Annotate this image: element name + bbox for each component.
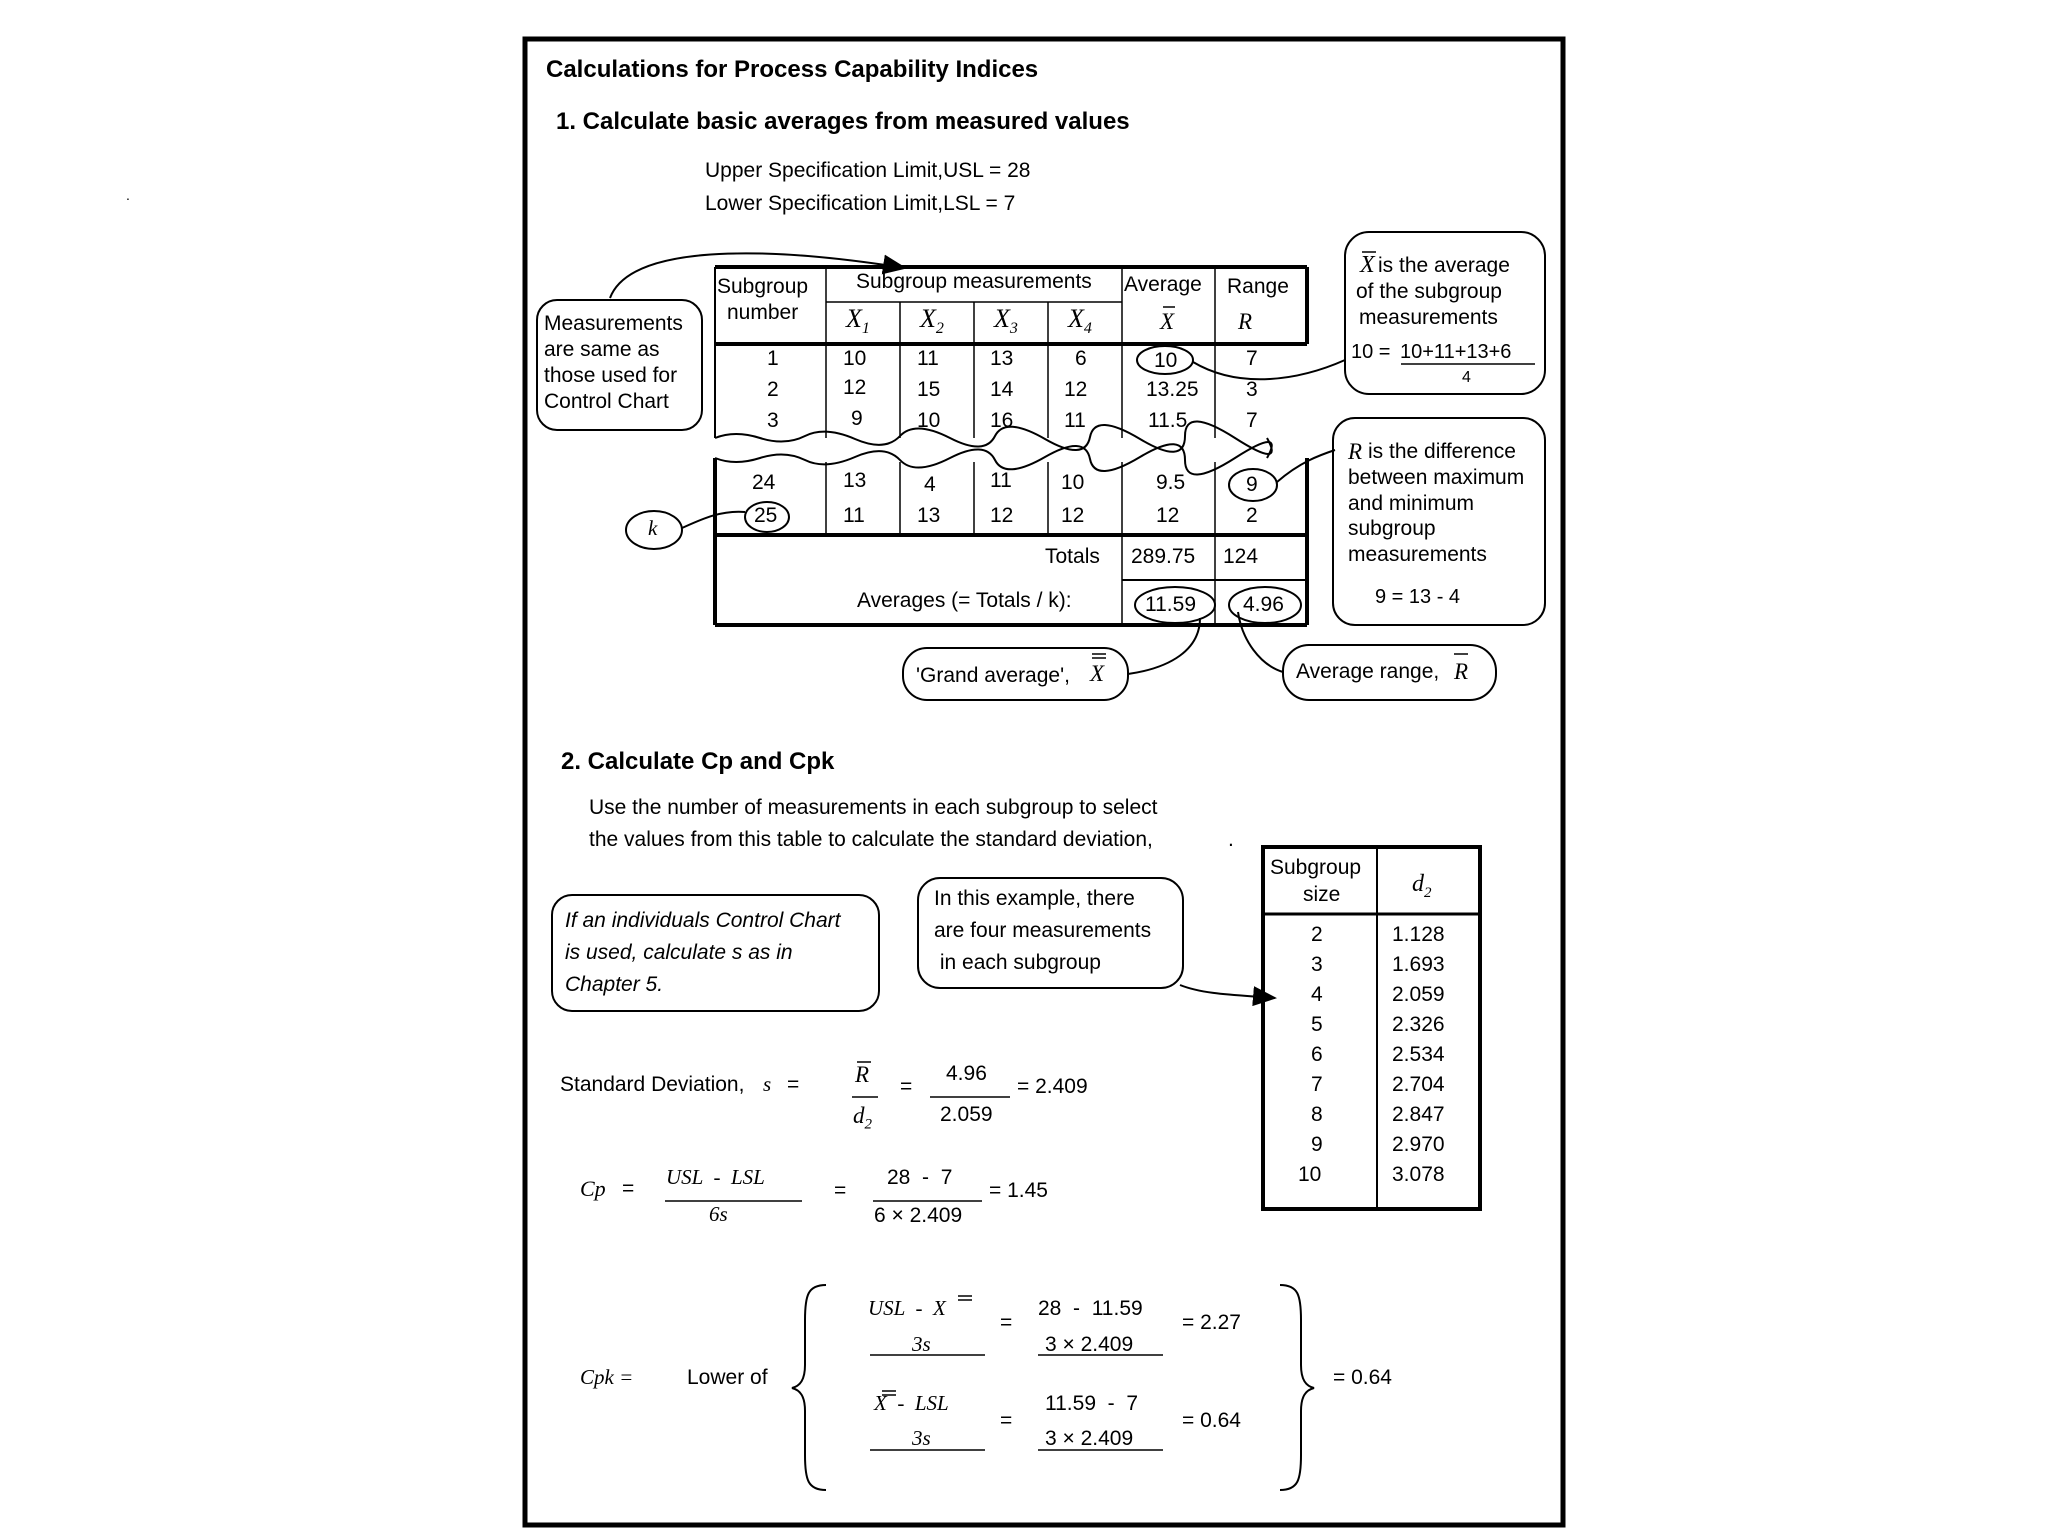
d2-header-size-1: Subgroup	[1270, 856, 1362, 879]
average-range-symbol: R	[1454, 659, 1469, 684]
row1-x3: 13	[990, 347, 1014, 370]
cpk-b-num-1: X - LSL	[874, 1391, 949, 1415]
cpk-a-result: = 2.27	[1182, 1311, 1241, 1334]
d2-table-lines	[1263, 847, 1480, 1209]
right-brace	[1280, 1285, 1314, 1490]
lower-of: Lower of	[687, 1366, 768, 1389]
individuals-note-1: If an individuals Control Chart	[565, 909, 841, 932]
row3-x1: 9	[851, 407, 863, 430]
row2-x3: 14	[990, 378, 1014, 401]
d2-header: $d_2$	[1412, 871, 1432, 901]
row3-x4: 11	[1064, 409, 1086, 432]
subgroup-header-1: Subgroup	[717, 275, 809, 298]
xbar-callout-2: of the subgroup	[1356, 280, 1502, 303]
row2-x1: 12	[843, 376, 867, 399]
cp-eq-1: =	[622, 1177, 635, 1200]
sd-den-2: 2.059	[940, 1103, 993, 1126]
cpk-a-den-1: 3s	[912, 1332, 931, 1356]
example-note-1: In this example, there	[934, 887, 1135, 910]
d2-size: 5	[1311, 1013, 1323, 1036]
row24-x1: 13	[843, 469, 867, 492]
cpk-result: = 0.64	[1333, 1366, 1392, 1389]
r-callout-5: measurements	[1348, 543, 1487, 566]
d2-value: 3.078	[1392, 1163, 1445, 1186]
row1-n: 1	[767, 347, 779, 370]
grand-average-symbol: X	[1090, 661, 1105, 686]
cpk-a-eq: =	[1000, 1311, 1013, 1334]
cp-result: = 1.45	[989, 1179, 1048, 1202]
row2-n: 2	[767, 378, 779, 401]
sd-eq-1: =	[787, 1073, 800, 1096]
d2-size: 8	[1311, 1103, 1323, 1126]
d2-value: 2.534	[1392, 1043, 1445, 1066]
d2-value: 2.970	[1392, 1133, 1445, 1156]
individuals-note-3: Chapter 5.	[565, 973, 664, 996]
d2-value: 2.847	[1392, 1103, 1445, 1126]
row1-range: 7	[1246, 347, 1258, 370]
r-callout-3: and minimum	[1348, 492, 1475, 515]
xbar-callout-3: measurements	[1359, 306, 1498, 329]
cpk-b-den-1: 3s	[912, 1426, 931, 1450]
d2-value: 2.059	[1392, 983, 1445, 1006]
xbar-example-den: 4	[1462, 369, 1471, 386]
cpk-b-den-2: 3 × 2.409	[1045, 1427, 1134, 1450]
row25-x2: 13	[917, 504, 941, 527]
cpk-a-den-2: 3 × 2.409	[1045, 1333, 1134, 1356]
d2-value: 1.693	[1392, 953, 1445, 976]
cp-den-2: 6 × 2.409	[874, 1204, 963, 1227]
average-range-callout: Average range,	[1296, 660, 1440, 683]
cpk-label: Cpk =	[580, 1365, 634, 1389]
d2-size: 4	[1311, 983, 1323, 1006]
row25-avg: 12	[1156, 504, 1180, 527]
row2-range: 3	[1246, 378, 1258, 401]
x1-header: $X_1$	[846, 304, 870, 338]
x2-header: $X_2$	[920, 304, 944, 338]
stray-dot: .	[126, 187, 130, 203]
row3-x3: 16	[990, 409, 1014, 432]
k-label: k	[648, 516, 658, 540]
row25-n: 25	[754, 504, 778, 527]
range-header: Range	[1227, 275, 1289, 298]
d2-size: 2	[1311, 923, 1323, 946]
x4-header: $X_4$	[1068, 304, 1092, 338]
row1-x4: 6	[1075, 347, 1087, 370]
cpk-b-result: = 0.64	[1182, 1409, 1241, 1432]
range-symbol: R	[1238, 309, 1253, 334]
r-callout-1: is the difference	[1368, 440, 1516, 463]
cp-num-1: USL - LSL	[666, 1165, 765, 1189]
row25-x1: 11	[843, 504, 865, 527]
left-brace	[792, 1285, 826, 1490]
xbar-example-lhs: 10 =	[1351, 341, 1391, 363]
totals-average: 289.75	[1131, 545, 1196, 568]
cpk-b-num-2: 11.59 - 7	[1045, 1392, 1139, 1415]
cpk-a-num-1: USL - X	[868, 1296, 946, 1320]
row24-x4: 10	[1061, 471, 1085, 494]
d2-value: 2.326	[1392, 1013, 1445, 1036]
d2-size: 3	[1311, 953, 1323, 976]
row3-range: 7	[1246, 409, 1258, 432]
r-callout-2: between maximum	[1348, 466, 1525, 489]
section2-intro-1: Use the number of measurements in each subgroup to select	[589, 796, 1158, 819]
row1-x1: 10	[843, 347, 867, 370]
averages-label: Averages (= Totals / k):	[857, 589, 1072, 612]
average-range-value: 4.96	[1243, 593, 1284, 616]
sd-label: Standard Deviation,	[560, 1073, 745, 1096]
individuals-note-2: is used, calculate s as in	[565, 941, 793, 964]
row24-x3: 11	[990, 469, 1012, 492]
sd-result: = 2.409	[1017, 1075, 1088, 1098]
grand-average-callout: 'Grand average',	[916, 664, 1070, 687]
row25-range: 2	[1246, 504, 1258, 527]
subgroup-header-2: number	[727, 301, 799, 324]
section2-intro-2: the values from this table to calculate the standard deviation,	[589, 828, 1153, 851]
grand-average-value: 11.59	[1145, 593, 1196, 616]
sd-den-1: $d_2$	[853, 1103, 872, 1133]
totals-range: 124	[1223, 545, 1259, 568]
row24-x2: 4	[924, 473, 936, 496]
row1-x2: 11	[917, 347, 939, 370]
d2-size: 7	[1311, 1073, 1323, 1096]
row24-n: 24	[752, 471, 776, 494]
row2-x2: 15	[917, 378, 941, 401]
section2-heading: 2. Calculate Cp and Cpk	[561, 748, 835, 775]
page-title: Calculations for Process Capability Indices	[546, 56, 1039, 83]
d2-size: 9	[1311, 1133, 1323, 1156]
section2-intro-tail: .	[1228, 828, 1234, 851]
row2-avg: 13.25	[1146, 378, 1199, 401]
lsl-line: Lower Specification Limit,LSL = 7	[705, 192, 1016, 215]
d2-value: 1.128	[1392, 923, 1445, 946]
value-ellipses	[626, 346, 1301, 623]
sd-symbol: s	[763, 1072, 772, 1096]
cp-eq-2: =	[834, 1179, 847, 1202]
xbar-callout-symbol: X	[1360, 252, 1375, 278]
cp-num-2: 28 - 7	[887, 1166, 953, 1189]
x3-header: $X_3$	[994, 304, 1018, 338]
d2-size: 6	[1311, 1043, 1323, 1066]
example-note-2: are four measurements	[934, 919, 1152, 942]
row24-avg: 9.5	[1156, 471, 1186, 494]
usl-line: Upper Specification Limit,USL = 28	[705, 159, 1031, 182]
r-callout-symbol: R	[1348, 439, 1363, 464]
d2-header-size-2: size	[1303, 883, 1341, 906]
measurements-callout-3: those used for	[544, 364, 678, 387]
cp-den-1: 6s	[709, 1202, 728, 1226]
row2-x4: 12	[1064, 378, 1088, 401]
row3-avg: 11.5	[1148, 409, 1188, 432]
example-note-3: in each subgroup	[934, 951, 1101, 974]
section1-heading: 1. Calculate basic averages from measured values	[556, 108, 1130, 135]
sd-num-1: R	[855, 1062, 870, 1087]
row3-x2: 10	[917, 409, 941, 432]
row25-x4: 12	[1061, 504, 1085, 527]
cpk-a-num-2: 28 - 11.59	[1038, 1297, 1143, 1320]
row1-avg: 10	[1154, 349, 1178, 372]
average-header: Average	[1124, 273, 1202, 296]
row3-n: 3	[767, 409, 779, 432]
measurements-callout-4: Control Chart	[544, 390, 669, 413]
measurements-callout-2: are same as	[544, 338, 660, 361]
xbar-example-num: 10+11+13+6	[1400, 341, 1512, 363]
cpk-b-eq: =	[1000, 1409, 1013, 1432]
r-callout-4: subgroup	[1348, 517, 1436, 540]
d2-size: 10	[1298, 1163, 1322, 1186]
r-example: 9 = 13 - 4	[1375, 586, 1461, 608]
sd-num-2: 4.96	[946, 1062, 987, 1085]
xbar-callout-1: is the average	[1378, 254, 1510, 277]
d2-value: 2.704	[1392, 1073, 1445, 1096]
measurements-callout-1: Measurements	[544, 312, 683, 335]
average-symbol: X	[1160, 309, 1175, 334]
totals-label: Totals	[1045, 545, 1100, 568]
sd-eq-2: =	[900, 1075, 913, 1098]
row24-range: 9	[1246, 473, 1258, 496]
measurements-header: Subgroup measurements	[856, 270, 1092, 293]
cp-label: Cp	[580, 1176, 606, 1201]
row25-x3: 12	[990, 504, 1014, 527]
